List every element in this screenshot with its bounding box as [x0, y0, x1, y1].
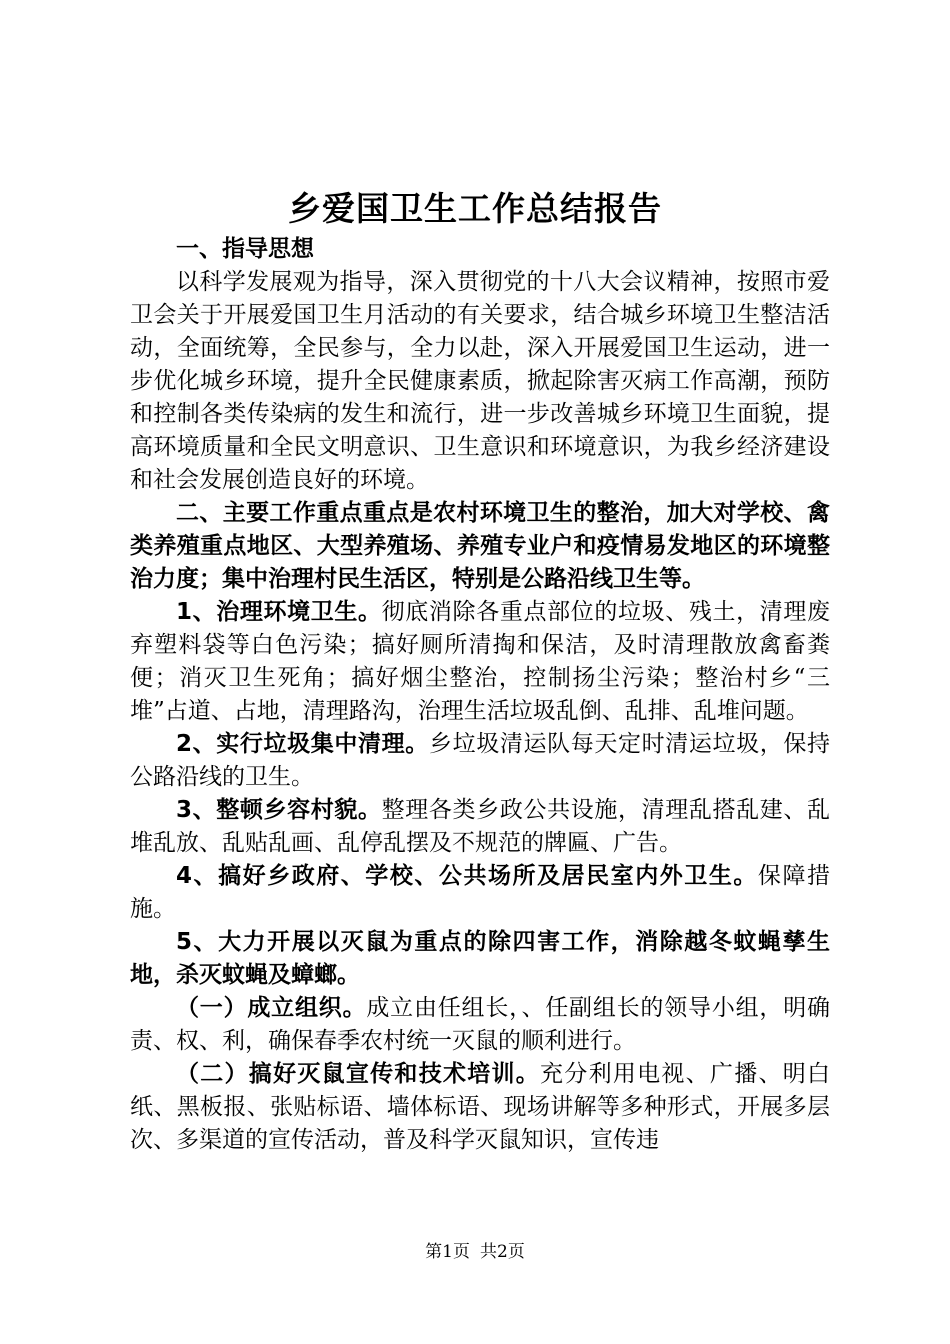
section2-heading: 二、主要工作重点重点是农村环境卫生的整治，加大对学校、禽类养殖重点地区、大型养殖场、养殖专业户和疫情易发地区的环境整治力度；集中治理村民生活区，特别是公路沿线卫生等。: [130, 500, 830, 592]
document-title: 乡爱国卫生工作总结报告: [288, 189, 662, 228]
page-footer: [0, 1240, 950, 1264]
measure-item: [130, 992, 830, 1058]
item-heading: 3、整顿乡容村貌。: [176, 797, 382, 823]
section1-heading: 一、指导思想: [176, 236, 314, 262]
item-body: 彻底消除各重点部位的垃圾、残土，清理废弃塑料袋等白色污染；搞好厕所清掏和保洁，及时清理散放禽畜粪便；消灭卫生死角；搞好烟尘整治，控制扬尘污染；整治村乡“三堆”占道、占地，清理路沟，治理生活垃圾乱倒、乱排、乱堆问题。: [130, 599, 830, 724]
item-heading: 2、实行垃圾集中清理。: [176, 731, 429, 757]
list-item: [130, 794, 830, 860]
measure-heading: （一）成立组织。: [176, 995, 367, 1021]
page-number: 第1页: [425, 1242, 470, 1262]
item-body: 整理各类乡政公共设施，清理乱搭乱建、乱堆乱放、乱贴乱画、乱停乱摆及不规范的牌匾、广告。: [130, 797, 830, 856]
measure-body: 充分利用电视、广播、明白纸、黑板报、张贴标语、墙体标语、现场讲解等多种形式，开展多层次、多渠道的宣传活动，普及科学灭鼠知识，宣传违: [130, 1061, 831, 1153]
page-total: 共2页: [480, 1242, 525, 1262]
item-heading: 1、治理环境卫生。: [176, 599, 382, 625]
list-item: [130, 596, 830, 728]
item-heading: 5、大力开展以灭鼠为重点的除四害工作，消除越冬蚊蝇孳生地，杀灭蚊蝇及蟑螂。: [130, 929, 830, 988]
section1-paragraph: 以科学发展观为指导，深入贯彻党的十八大会议精神，按照市爱卫会关于开展爱国卫生月活动的有关要求，结合城乡环境卫生整洁活动，全面统筹，全民参与，全力以赴，深入开展爱国卫生运动，进一步优化城乡环境，提升全民健康素质，掀起除害灭病工作高潮，预防和控制各类传染病的发生和流行，进一步改善城乡环境卫生面貌，提高环境质量和全民文明意识、卫生意识和环境意识，为我乡经济建设和社会发展创造良好的环境。: [130, 269, 830, 493]
document-body: [130, 233, 830, 1157]
list-item: [130, 926, 830, 992]
list-item: [130, 860, 830, 926]
measure-heading: （二）搞好灭鼠宣传和技术培训。: [176, 1061, 541, 1087]
list-item: [130, 728, 830, 794]
item-body: 乡垃圾清运队每天定时清运垃圾，保持公路沿线的卫生。: [130, 731, 831, 790]
item-heading: 4、搞好乡政府、学校、公共场所及居民室内外卫生。: [176, 863, 758, 889]
measure-item: [130, 1058, 830, 1157]
item-body: 保障措施。: [130, 863, 830, 922]
measure-body: 成立由任组长，、任副组长的领导小组，明确责、权、利，确保春季农村统一灭鼠的顺利进行。: [130, 995, 831, 1054]
